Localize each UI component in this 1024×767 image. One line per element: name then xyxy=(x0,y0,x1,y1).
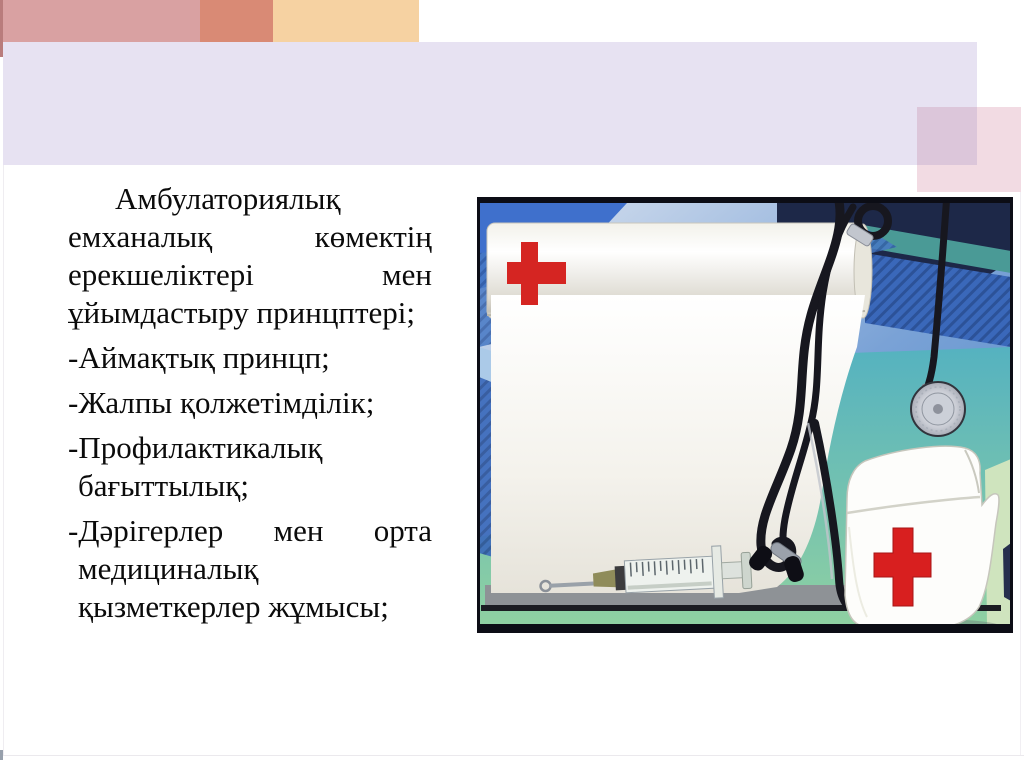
text-paragraph: -Дәрігерлер мен орта медициналық қызметкерлер жұмысы; xyxy=(68,513,432,624)
text-paragraph: -Аймақтық принцп; xyxy=(68,340,330,375)
text-paragraph: -Жалпы қолжетімділік; xyxy=(68,385,375,420)
pink-square xyxy=(917,107,1021,192)
header-bar xyxy=(3,42,977,165)
pink-square-overlap xyxy=(917,107,977,165)
card-edge-bottom xyxy=(0,755,1024,756)
card-edge-right xyxy=(1020,192,1021,755)
text-paragraph: Амбулаториялық емханалық көмектің ерекшеліктері мен ұйымдастыру принцптері; xyxy=(68,181,432,330)
card-edge-left xyxy=(3,165,4,755)
medical-illustration xyxy=(477,197,1013,633)
body-text xyxy=(68,180,432,626)
nurse-cap xyxy=(845,446,1000,633)
stethoscope-bell xyxy=(911,382,965,436)
card-edge-notch xyxy=(0,750,3,760)
text-paragraph: -Профилактикалық бағыттылық; xyxy=(68,430,323,503)
